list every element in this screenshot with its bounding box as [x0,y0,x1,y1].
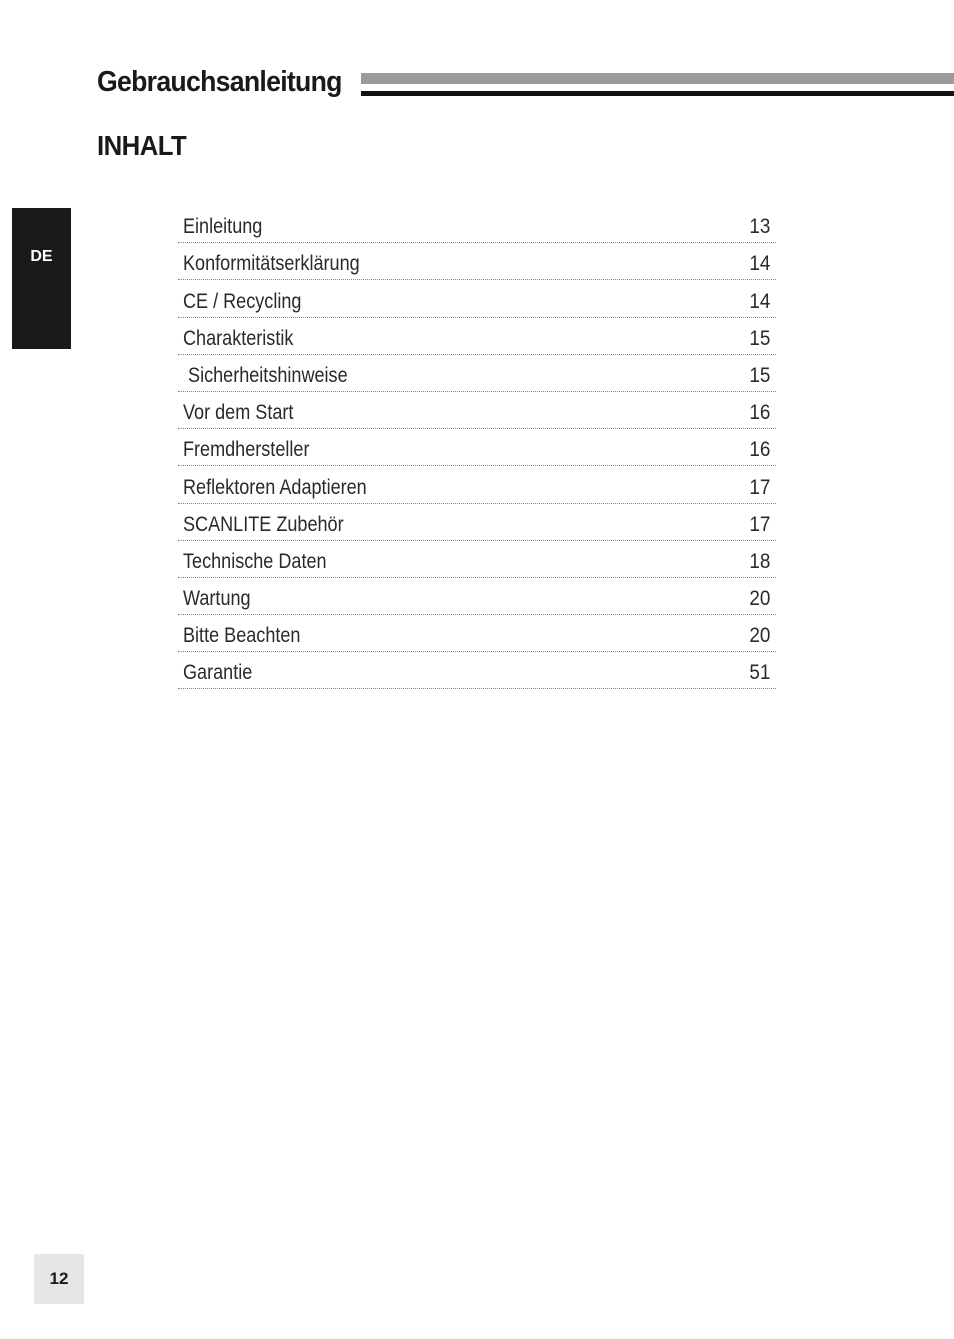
toc-entry-label: Fremdhersteller [183,438,310,462]
table-of-contents [178,206,776,689]
toc-entry [178,243,776,280]
toc-entry-page: 16 [748,438,770,462]
toc-entry-page: 18 [748,549,770,573]
language-tab-label: DE [30,248,53,265]
page-number: 12 [49,1269,69,1288]
toc-entry-label: Reflektoren Adaptieren [183,475,367,499]
toc-entry [178,206,776,243]
toc-entry-page: 14 [748,289,770,313]
toc-entry [178,318,776,355]
toc-entry [178,355,776,392]
toc-entry-label: Garantie [183,661,253,685]
toc-entry-label: Vor dem Start [183,401,294,425]
toc-entry-label: Technische Daten [183,549,327,573]
title-rule-black-bar [361,91,954,96]
language-tab [12,208,71,349]
page-number-box [34,1254,84,1304]
section-heading: INHALT [97,130,187,161]
toc-entry-page: 17 [748,512,770,536]
toc-entry-label: SCANLITE Zubehör [183,512,344,536]
document-title: Gebrauchsanleitung [97,66,342,98]
toc-entry-label: Charakteristik [183,326,294,350]
toc-entry [178,615,776,652]
toc-entry [178,504,776,541]
title-decorative-rule [361,73,954,97]
toc-entry-page: 15 [748,363,770,387]
toc-entry-label: CE / Recycling [183,289,302,313]
toc-entry [178,652,776,689]
toc-entry-label: Einleitung [183,215,263,239]
toc-entry [178,392,776,429]
toc-entry [178,578,776,615]
toc-entry [178,541,776,578]
toc-entry [178,466,776,503]
toc-entry-page: 15 [748,326,770,350]
toc-entry-page: 16 [748,401,770,425]
toc-entry-page: 20 [748,624,770,648]
toc-entry-label: Konformitätserklärung [183,252,360,276]
toc-entry-label: Bitte Beachten [183,624,301,648]
title-rule-grey-bar [361,73,954,84]
toc-entry [178,429,776,466]
toc-entry [178,280,776,317]
toc-entry-label: Wartung [183,587,251,611]
toc-entry-page: 51 [748,661,770,685]
toc-entry-page: 14 [748,252,770,276]
toc-entry-page: 17 [748,475,770,499]
toc-entry-page: 20 [748,587,770,611]
toc-entry-label: Sicherheitshinweise [183,363,348,387]
toc-entry-page: 13 [748,215,770,239]
